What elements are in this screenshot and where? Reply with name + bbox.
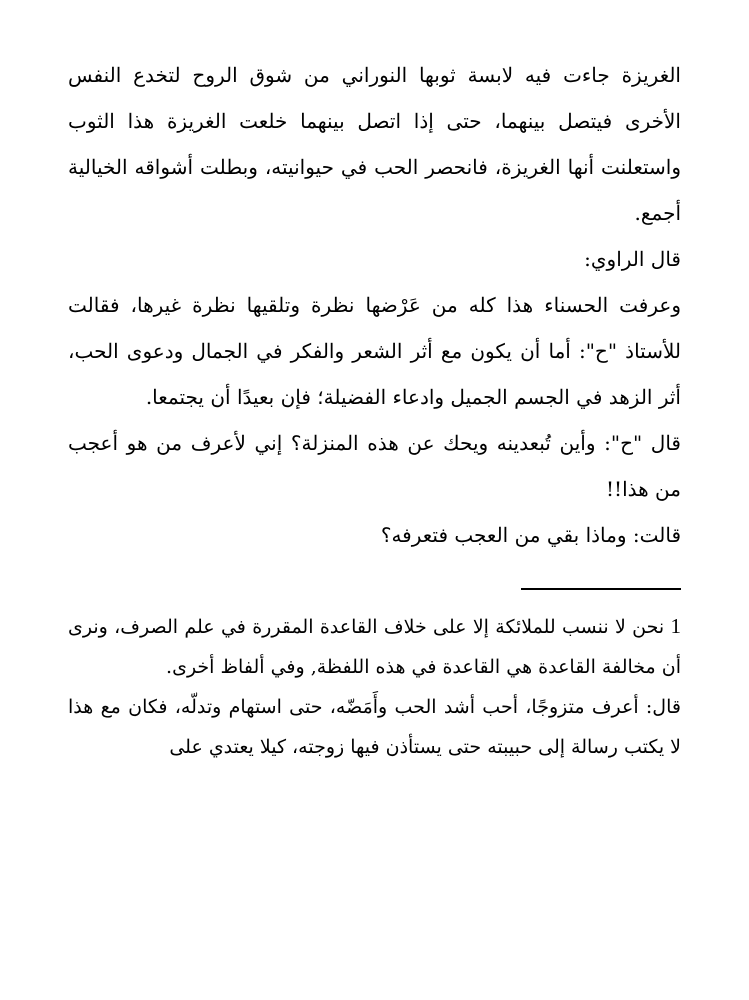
footnote xyxy=(68,606,681,687)
paragraph: الغريزة جاءت فيه لابسة ثوبها النوراني من شوق الروح لتخدع النفس الأخرى فيتصل بينهما، حتى إذا اتصل بينهما خلعت الغريزة هذا الثوب واستعلنت أنها الغريزة، فانحصر الحب في حيوانيته، وبطلت أشواقه الخيالية أجمع. xyxy=(68,63,681,225)
paragraph: قالت: وماذا بقي من العجب فتعرفه؟ xyxy=(380,523,681,547)
footnote-text: نحن لا ننسب للملائكة إلا على خلاف القاعدة المقررة في علم الصرف، ونرى أن مخالفة القاعدة هي القاعدة في هذه اللفظة, وفي ألفاظ أخرى. xyxy=(68,616,681,678)
footnote-section xyxy=(68,606,681,767)
continuation-text: قال: أعرف متزوجًا، أحب أشد الحب وأَمَضّه، حتى استهام وتدلّه، فكان مع هذا لا يكتب رسالة إلى حبيبته حتى يستأذن فيها زوجته، كيلا يعتدي على xyxy=(68,696,681,758)
paragraph: وعرفت الحسناء هذا كله من عَرْضها نظرة وتلقيها نظرة غيرها، فقالت للأستاذ "ح": أما أن يكون مع أثر الشعر والفكر في الجمال ودعوى الحب، أثر الزهد في الجسم الجميل وادعاء الفضيلة؛ فإن بعيدًا أن يجتمعا. xyxy=(68,293,681,409)
book-page xyxy=(68,52,681,767)
footnote-number: 1 xyxy=(670,614,681,638)
paragraph: قال "ح": وأين تُبعدينه ويحك عن هذه المنزلة؟ إني لأعرف من هو أعجب من هذا!! xyxy=(68,431,681,501)
main-text xyxy=(68,52,681,558)
narrator-line: قال الراوي: xyxy=(584,247,681,271)
footnote-separator xyxy=(521,588,681,590)
